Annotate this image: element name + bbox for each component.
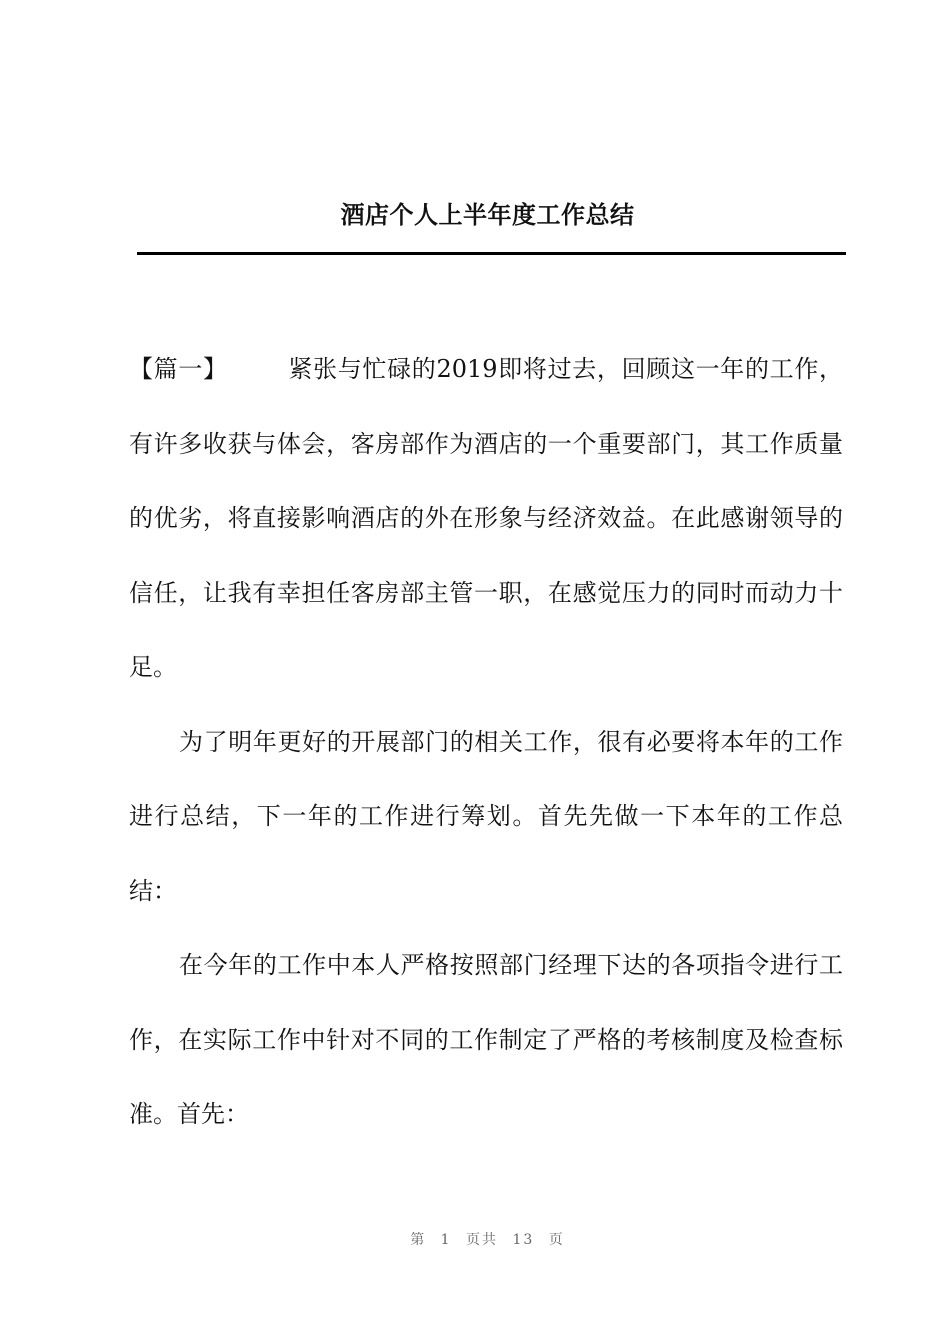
paragraph-1 — [129, 332, 843, 705]
paragraph-2: 为了明年更好的开展部门的相关工作，很有必要将本年的工作进行总结，下一年的工作进行筹划。首先先做一下本年的工作总结： — [129, 727, 843, 905]
page-number-footer: 第 1 页共 13 页 — [410, 1232, 565, 1248]
document-body — [129, 332, 843, 1152]
paragraph-1-text: 紧张与忙碌的2019即将过去，回顾这一年的工作，有许多收获与体会，客房部作为酒店的一个重要部门，其工作质量的优劣，将直接影响酒店的外在形象与经济效益。在此感谢领导的信任，让我有幸担任客房部主管一职，在感觉压力的同时而动力十足。 — [129, 355, 844, 681]
title-underline — [137, 252, 846, 255]
paragraph-3: 在今年的工作中本人严格按照部门经理下达的各项指令进行工作，在实际工作中针对不同的工作制定了严格的考核制度及检查标准。首先： — [129, 951, 843, 1128]
section-label: 【篇一】 — [129, 355, 228, 383]
document-title: 酒店个人上半年度工作总结 — [340, 200, 635, 229]
